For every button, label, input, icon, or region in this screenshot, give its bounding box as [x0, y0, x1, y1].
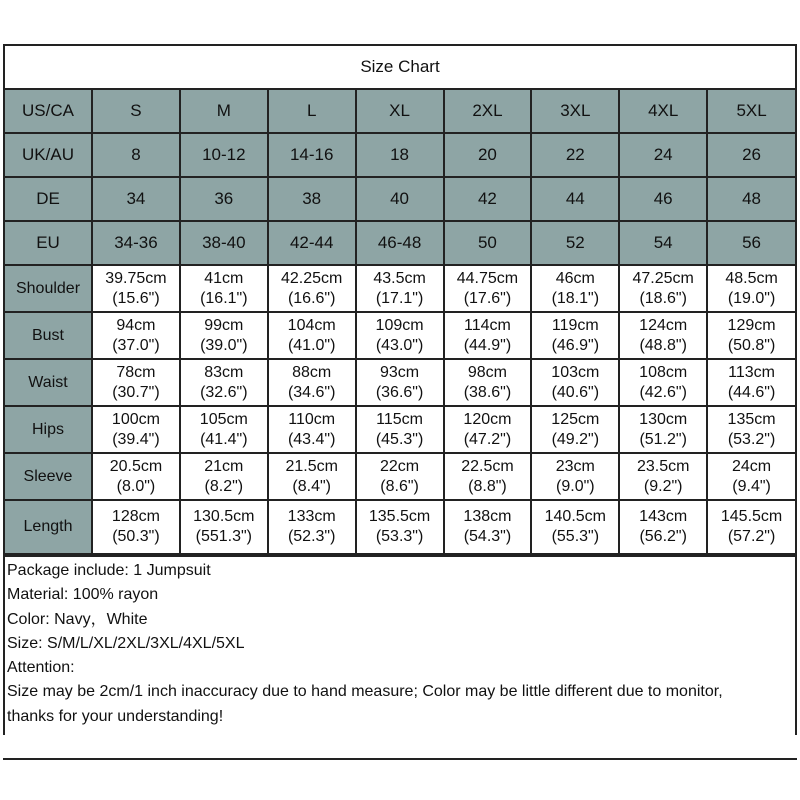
measure-cell — [444, 265, 532, 312]
size-cell: M — [180, 90, 268, 133]
measure-inch: (9.4") — [732, 477, 771, 495]
measure-cm: 110cm — [288, 410, 336, 428]
measure-inch: (8.6") — [380, 477, 419, 495]
size-cell: 4XL — [619, 90, 707, 133]
row-label: Bust — [5, 312, 92, 359]
measure-cell — [531, 453, 619, 500]
measure-cell — [92, 453, 180, 500]
measure-cm: 104cm — [287, 316, 336, 334]
measure-cell — [444, 406, 532, 453]
measure-cell — [268, 359, 356, 406]
measure-cm: 119cm — [551, 316, 599, 334]
measure-inch: (8.0") — [116, 477, 156, 495]
measure-cm: 23cm — [555, 457, 595, 475]
measure-inch: (57.2") — [727, 528, 776, 545]
note-line: Size may be 2cm/1 inch inaccuracy due to hand measure; Color may be little different due to monitor, — [7, 683, 723, 701]
measure-cell — [707, 265, 795, 312]
notes-section — [5, 555, 795, 735]
measure-cm: 93cm — [380, 363, 420, 381]
measure-inch: (44.6") — [727, 383, 776, 401]
size-cell: 56 — [707, 221, 795, 265]
measure-cell — [356, 406, 444, 453]
chart-title: Size Chart — [5, 46, 795, 90]
measure-cell — [531, 359, 619, 406]
measure-cell — [180, 312, 268, 359]
size-cell: 42 — [444, 177, 532, 221]
measure-cell — [444, 500, 532, 554]
measure-cm: 22cm — [380, 457, 420, 475]
size-cell: 26 — [707, 133, 795, 177]
size-row-uk-au — [5, 133, 795, 177]
size-cell: 14-16 — [268, 133, 356, 177]
measure-row-shoulder — [5, 265, 795, 312]
measure-inch: (15.6") — [112, 289, 160, 307]
measure-inch: (16.1") — [200, 289, 248, 307]
size-cell: 34-36 — [92, 221, 180, 265]
measure-inch: (32.6") — [200, 383, 248, 401]
size-row-eu — [5, 221, 795, 265]
note-line: Material: 100% rayon — [7, 586, 159, 604]
measure-inch: (9.0") — [556, 477, 595, 495]
size-cell: 54 — [619, 221, 707, 265]
note-line: Color: Navy，White — [7, 610, 148, 628]
measure-cell — [531, 500, 619, 554]
measure-cell — [444, 312, 532, 359]
size-cell: 22 — [531, 133, 619, 177]
measure-cm: 24cm — [732, 457, 772, 475]
measure-cell — [356, 453, 444, 500]
measure-cm: 20.5cm — [109, 457, 163, 475]
size-cell: S — [92, 90, 180, 133]
size-row-us-ca — [5, 90, 795, 133]
measure-row-hips — [5, 406, 795, 453]
measure-cell — [92, 265, 180, 312]
measure-inch: (30.7") — [112, 383, 160, 401]
measure-cm: 46cm — [555, 269, 595, 287]
measure-inch: (51.2") — [639, 430, 687, 448]
measure-cm: 113cm — [728, 363, 775, 381]
measure-cm: 130cm — [639, 410, 688, 428]
measure-cm: 109cm — [375, 316, 424, 334]
size-cell: 46 — [619, 177, 707, 221]
measure-cell — [444, 453, 532, 500]
measure-cm: 39.75cm — [105, 269, 167, 287]
measure-inch: (19.0") — [727, 289, 776, 307]
measure-inch: (36.6") — [375, 383, 424, 401]
size-cell: 40 — [356, 177, 444, 221]
measure-cm: 48.5cm — [725, 269, 778, 287]
measure-cm: 94cm — [116, 316, 156, 334]
size-table — [5, 90, 795, 555]
measure-inch: (18.1") — [551, 289, 600, 307]
size-cell: 38 — [268, 177, 356, 221]
measure-inch: (50.8") — [727, 336, 776, 354]
measure-cm: 99cm — [204, 316, 244, 334]
measure-cell — [619, 359, 707, 406]
measure-cm: 21.5cm — [285, 457, 338, 475]
measure-inch: (43.0") — [375, 336, 424, 354]
measure-cell — [180, 453, 268, 500]
measure-cell — [531, 265, 619, 312]
measure-cm: 143cm — [639, 508, 688, 525]
bottom-divider — [3, 758, 797, 760]
measure-inch: (17.6") — [463, 289, 512, 307]
size-cell: 3XL — [531, 90, 619, 133]
size-cell: 24 — [619, 133, 707, 177]
measure-cell — [92, 312, 180, 359]
measure-row-length — [5, 500, 795, 554]
measure-inch: (53.3") — [375, 528, 424, 545]
measure-cm: 138cm — [463, 508, 512, 525]
measure-cell — [180, 359, 268, 406]
size-row-de — [5, 177, 795, 221]
measure-cm: 88cm — [292, 363, 332, 381]
measure-inch: (551.3") — [195, 528, 252, 545]
measure-cell — [356, 359, 444, 406]
measure-inch: (52.3") — [287, 528, 336, 545]
row-label: UK/AU — [5, 133, 92, 177]
measure-cell — [619, 312, 707, 359]
measure-cell — [707, 312, 795, 359]
measure-cm: 135cm — [727, 410, 776, 428]
note-line: thanks for your understanding! — [7, 707, 224, 725]
size-cell: 46-48 — [356, 221, 444, 265]
measure-cm: 83cm — [204, 363, 244, 381]
measure-inch: (34.6") — [287, 383, 336, 401]
measure-cell — [619, 406, 707, 453]
measure-cell — [268, 500, 356, 554]
measure-cm: 100cm — [111, 410, 160, 428]
measure-cm: 130.5cm — [193, 508, 255, 525]
measure-cell — [619, 453, 707, 500]
measure-cell — [531, 312, 619, 359]
size-cell: 48 — [707, 177, 795, 221]
measure-cm: 42.25cm — [281, 269, 343, 287]
measure-inch: (41.0") — [287, 336, 336, 354]
measure-cm: 47.25cm — [632, 269, 694, 287]
measure-inch: (47.2") — [463, 430, 512, 448]
row-label: US/CA — [5, 90, 92, 133]
measure-inch: (55.3") — [551, 528, 600, 545]
measure-cm: 133cm — [287, 508, 336, 525]
row-label: Length — [5, 500, 92, 554]
measure-cm: 78cm — [116, 363, 156, 381]
measure-inch: (56.2") — [639, 528, 687, 545]
row-label: Hips — [5, 406, 92, 453]
measure-inch: (41.4") — [200, 430, 248, 448]
measure-cm: 98cm — [467, 363, 507, 381]
measure-inch: (39.4") — [112, 430, 160, 448]
measure-row-sleeve — [5, 453, 795, 500]
size-cell: XL — [356, 90, 444, 133]
measure-cm: 140.5cm — [544, 508, 606, 525]
measure-inch: (50.3") — [112, 528, 160, 545]
measure-cm: 114cm — [464, 316, 511, 334]
measure-cell — [707, 406, 795, 453]
measure-cell — [92, 406, 180, 453]
measure-cell — [619, 265, 707, 312]
measure-cell — [356, 312, 444, 359]
measure-cell — [180, 500, 268, 554]
measure-inch: (44.9") — [463, 336, 512, 354]
measure-inch: (18.6") — [639, 289, 687, 307]
measure-cell — [268, 453, 356, 500]
measure-cm: 120cm — [463, 410, 512, 428]
note-line: Package include: 1 Jumpsuit — [7, 562, 211, 579]
measure-inch: (42.6") — [639, 383, 687, 401]
measure-cell — [180, 265, 268, 312]
measure-cell — [180, 406, 268, 453]
measure-cell — [707, 500, 795, 554]
measure-inch: (8.2") — [204, 477, 244, 495]
measure-inch: (45.3") — [375, 430, 424, 448]
size-cell: 50 — [444, 221, 532, 265]
measure-cm: 115cm — [376, 410, 423, 428]
measure-inch: (46.9") — [551, 336, 600, 354]
measure-cm: 145.5cm — [720, 508, 783, 525]
measure-inch: (8.4") — [292, 477, 331, 495]
size-chart-sheet — [3, 44, 797, 735]
measure-cm: 41cm — [204, 269, 244, 287]
measure-cm: 105cm — [199, 410, 248, 428]
size-cell: 52 — [531, 221, 619, 265]
size-cell: 5XL — [707, 90, 795, 133]
measure-inch: (9.2") — [643, 477, 683, 495]
measure-inch: (43.4") — [287, 430, 336, 448]
measure-inch: (37.0") — [112, 336, 160, 354]
measure-cell — [444, 359, 532, 406]
measure-cell — [531, 406, 619, 453]
measure-cm: 43.5cm — [373, 269, 426, 287]
measure-inch: (16.6") — [287, 289, 336, 307]
measure-cell — [268, 265, 356, 312]
measure-inch: (49.2") — [551, 430, 600, 448]
measure-inch: (8.8") — [468, 477, 507, 495]
measure-inch: (17.1") — [375, 289, 424, 307]
measure-cell — [268, 312, 356, 359]
measure-inch: (40.6") — [551, 383, 600, 401]
size-cell: 18 — [356, 133, 444, 177]
row-label: EU — [5, 221, 92, 265]
measure-cm: 128cm — [111, 508, 160, 525]
size-cell: 10-12 — [180, 133, 268, 177]
measure-cell — [356, 265, 444, 312]
note-line: Attention: — [7, 659, 75, 677]
row-label: Sleeve — [5, 453, 92, 500]
row-label: Waist — [5, 359, 92, 406]
size-cell: 44 — [531, 177, 619, 221]
row-label: Shoulder — [5, 265, 92, 312]
size-cell: L — [268, 90, 356, 133]
size-cell: 8 — [92, 133, 180, 177]
measure-cell — [707, 359, 795, 406]
measure-cm: 103cm — [551, 363, 600, 381]
size-cell: 36 — [180, 177, 268, 221]
measure-cm: 124cm — [639, 316, 688, 334]
measure-inch: (48.8") — [639, 336, 687, 354]
measure-cm: 108cm — [639, 363, 688, 381]
measure-cell — [619, 500, 707, 554]
row-label: DE — [5, 177, 92, 221]
measure-inch: (39.0") — [200, 336, 248, 354]
measure-inch: (54.3") — [463, 528, 512, 545]
measure-cell — [268, 406, 356, 453]
measure-inch: (53.2") — [727, 430, 776, 448]
measure-cm: 135.5cm — [368, 508, 431, 525]
measure-cm: 44.75cm — [456, 269, 519, 287]
size-cell: 20 — [444, 133, 532, 177]
measure-cell — [92, 500, 180, 554]
measure-row-bust — [5, 312, 795, 359]
note-line: Size: S/M/L/XL/2XL/3XL/4XL/5XL — [7, 634, 245, 652]
measure-cm: 129cm — [727, 316, 776, 334]
size-cell: 42-44 — [268, 221, 356, 265]
measure-row-waist — [5, 359, 795, 406]
size-cell: 2XL — [444, 90, 532, 133]
measure-cell — [707, 453, 795, 500]
size-cell: 38-40 — [180, 221, 268, 265]
measure-cm: 23.5cm — [636, 457, 690, 475]
measure-cm: 22.5cm — [461, 457, 514, 475]
measure-cell — [356, 500, 444, 554]
measure-cm: 21cm — [204, 457, 244, 475]
size-cell: 34 — [92, 177, 180, 221]
measure-cm: 125cm — [551, 410, 600, 428]
measure-cell — [92, 359, 180, 406]
measure-inch: (38.6") — [463, 383, 512, 401]
